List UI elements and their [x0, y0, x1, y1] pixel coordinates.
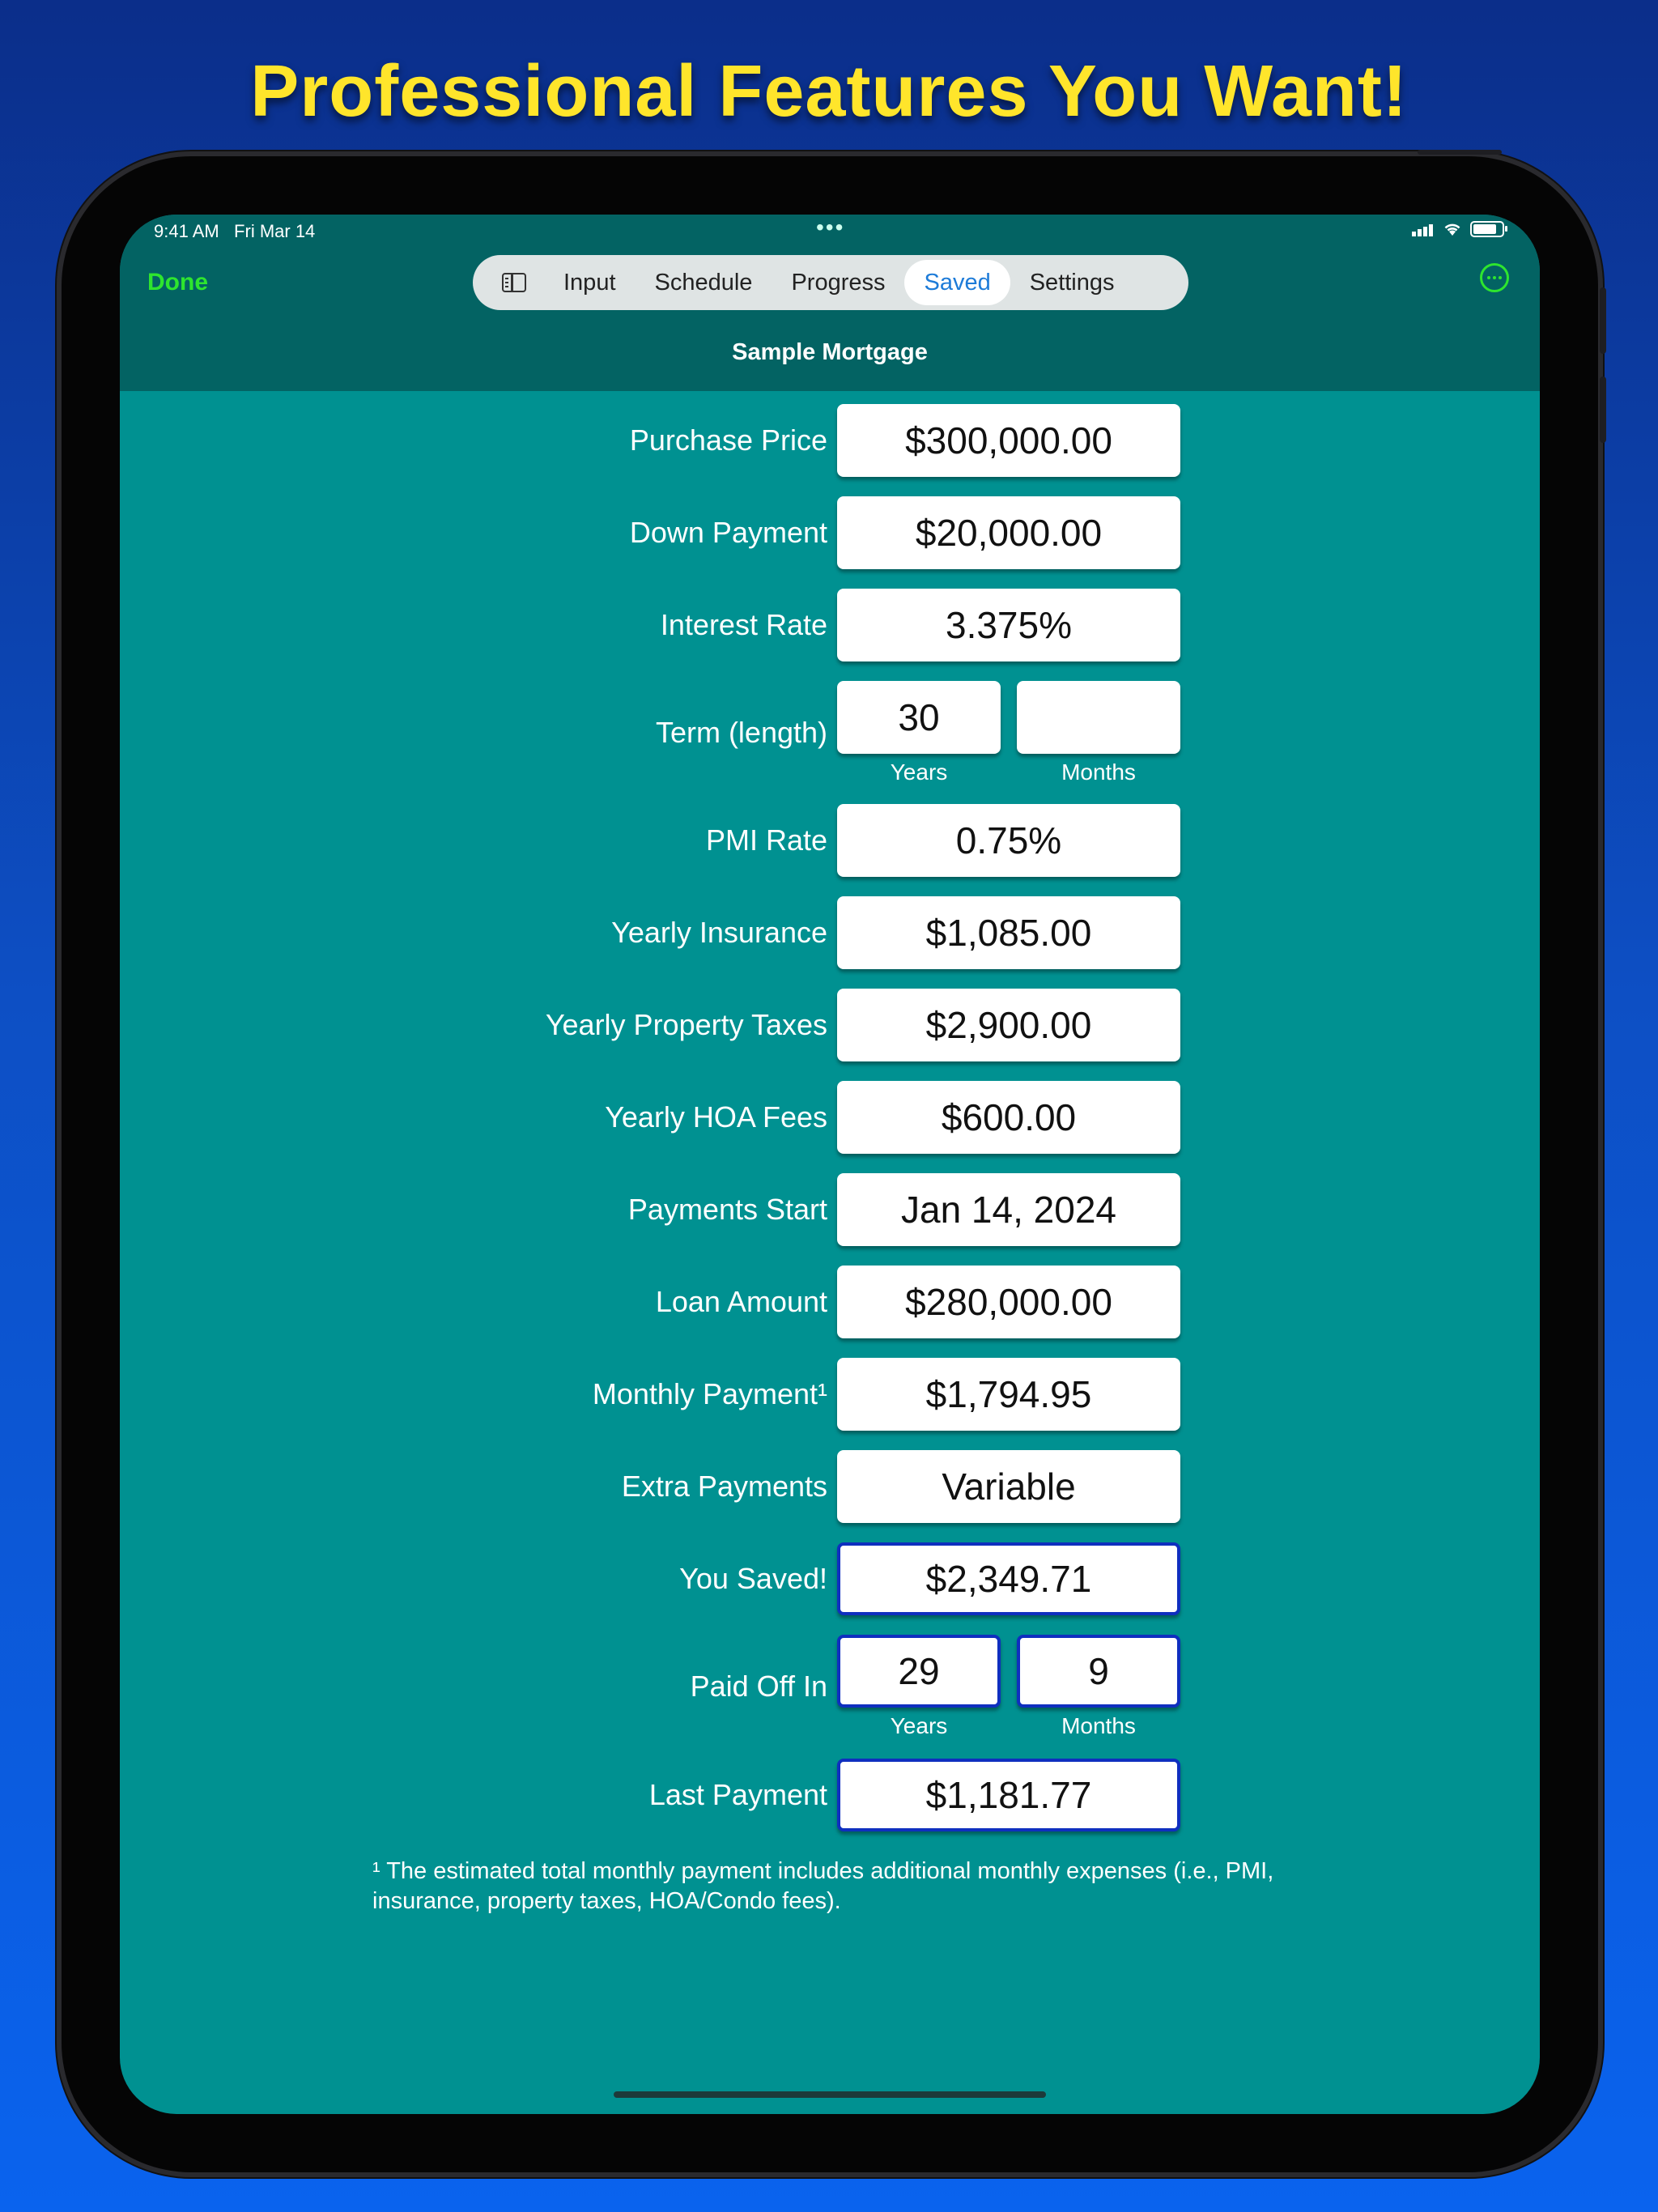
pmi-rate-label: PMI Rate — [705, 823, 827, 857]
yearly-insurance-label: Yearly Insurance — [611, 916, 827, 949]
cellular-signal-icon — [1412, 222, 1435, 236]
interest-rate-label: Interest Rate — [660, 608, 827, 641]
paid-off-years-caption: Years — [890, 1713, 948, 1738]
done-button[interactable]: Done — [147, 269, 208, 296]
app-screen — [120, 215, 1540, 2114]
yearly-hoa-fees-label: Yearly HOA Fees — [605, 1100, 827, 1134]
pmi-rate-field[interactable]: 0.75% — [837, 804, 1180, 877]
last-payment-label: Last Payment — [648, 1778, 827, 1811]
last-payment-field: $1,181.77 — [837, 1759, 1180, 1831]
page-title: Sample Mortgage — [732, 339, 928, 365]
tab-segmented-control — [473, 255, 1188, 310]
yearly-property-taxes-field[interactable]: $2,900.00 — [837, 989, 1180, 1061]
term-months-field[interactable] — [1017, 681, 1180, 754]
purchase-price-field[interactable]: $300,000.00 — [837, 404, 1180, 477]
sidebar-toggle-icon[interactable] — [502, 273, 526, 292]
term-years-caption: Years — [890, 759, 948, 785]
volume-up-button — [1600, 287, 1606, 354]
multitasking-dots[interactable]: ••• — [816, 215, 845, 240]
monthly-payment-field[interactable]: $1,794.95 — [837, 1358, 1180, 1431]
yearly-insurance-field[interactable]: $1,085.00 — [837, 896, 1180, 969]
you-saved-label: You Saved! — [679, 1562, 827, 1595]
yearly-property-taxes-label: Yearly Property Taxes — [545, 1008, 827, 1041]
headline: Professional Features You Want! — [250, 51, 1408, 132]
extra-payments-field[interactable]: Variable — [837, 1450, 1180, 1523]
top-button — [1418, 150, 1502, 155]
paid-off-in-label: Paid Off In — [690, 1670, 827, 1703]
more-options-icon[interactable] — [1480, 263, 1509, 292]
payments-start-label: Payments Start — [627, 1193, 827, 1226]
navigation-bar — [120, 215, 1540, 391]
tab-input[interactable]: Input — [563, 270, 616, 296]
loan-amount-label: Loan Amount — [655, 1285, 827, 1318]
payments-start-field[interactable]: Jan 14, 2024 — [837, 1173, 1180, 1246]
footnote: ¹ The estimated total monthly payment includes additional monthly expenses (i.e., PMI, insurance, property taxes, HOA/Condo fees). — [372, 1858, 1274, 1914]
tablet-frame — [62, 156, 1598, 2172]
wifi-icon — [1443, 222, 1462, 236]
term-years-field[interactable]: 30 — [837, 681, 1001, 754]
down-payment-label: Down Payment — [629, 516, 827, 549]
term-label: Term (length) — [655, 716, 827, 749]
term-months-caption: Months — [1061, 759, 1136, 785]
paid-off-years-field: 29 — [837, 1635, 1001, 1708]
status-icons — [1412, 221, 1504, 237]
interest-rate-field[interactable]: 3.375% — [837, 589, 1180, 661]
extra-payments-label: Extra Payments — [621, 1470, 827, 1503]
home-indicator[interactable] — [614, 2091, 1046, 2098]
you-saved-field: $2,349.71 — [837, 1542, 1180, 1615]
tab-schedule[interactable]: Schedule — [654, 270, 753, 296]
loan-amount-field[interactable]: $280,000.00 — [837, 1266, 1180, 1338]
tab-progress[interactable]: Progress — [791, 270, 886, 296]
battery-icon — [1470, 221, 1504, 237]
status-time: 9:41 AM Fri Mar 14 — [154, 221, 316, 241]
purchase-price-label: Purchase Price — [629, 423, 827, 457]
tab-saved[interactable]: Saved — [904, 260, 1010, 305]
yearly-hoa-fees-field[interactable]: $600.00 — [837, 1081, 1180, 1154]
monthly-payment-label: Monthly Payment¹ — [592, 1377, 827, 1410]
down-payment-field[interactable]: $20,000.00 — [837, 496, 1180, 569]
volume-down-button — [1600, 376, 1606, 443]
paid-off-months-field: 9 — [1017, 1635, 1180, 1708]
tab-settings[interactable]: Settings — [1029, 270, 1115, 296]
paid-off-months-caption: Months — [1061, 1713, 1136, 1738]
